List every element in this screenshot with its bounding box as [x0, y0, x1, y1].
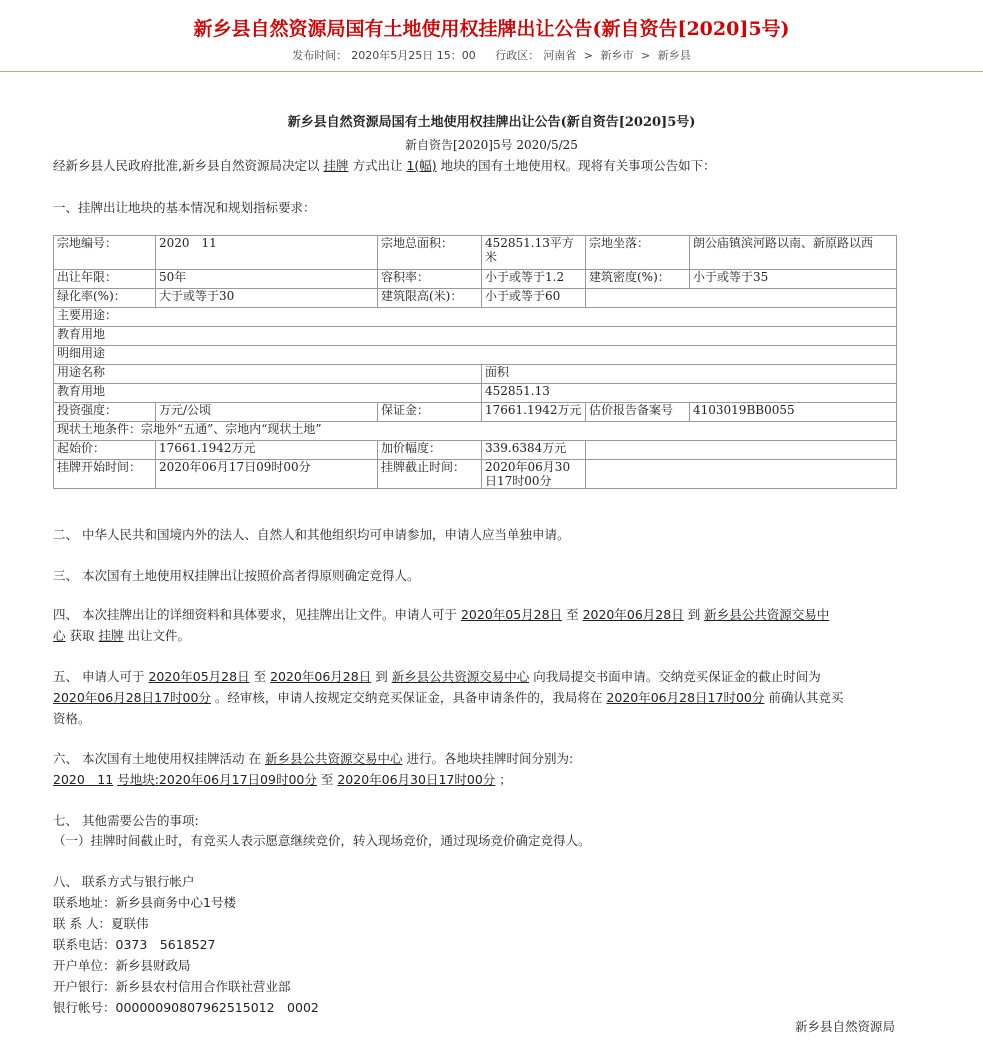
section-3: 三、 本次国有土地使用权挂牌出让按照价高者得原则确定竞得人。 [53, 568, 420, 583]
issuer-signature: 新乡县自然资源局 [794, 1019, 895, 1034]
breadcrumb-separator: > [583, 49, 593, 62]
section-5-line-2: 2020年06月28日17时00分 。经审核，申请人按规定交纳竞买保证金，具备申请条件的，我局将在 2020年06月28日17时00分 前确认其竞买 [53, 690, 844, 705]
contact-person: 联 系 人：夏联伟 [53, 916, 149, 931]
breadcrumb-separator: > [640, 49, 651, 62]
intro-paragraph: 经新乡县人民政府批准,新乡县自然资源局决定以 挂牌 方式出让 1(幅) 地块的国有土地使用权。现将有关事项公告如下： [53, 158, 716, 173]
land-parcel-table [53, 235, 897, 489]
bank-account: 银行帐号：00000090807962515012 0002 [53, 1000, 319, 1015]
document-number: 新自资告[2020]5号 2020/5/25 [405, 138, 578, 152]
section-7-heading: 七、 其他需要公告的事项: [53, 813, 199, 828]
publish-label: 发布时间： [292, 49, 348, 62]
publish-time: 2020年5月25日 15：00 [351, 49, 476, 62]
table-row: 教育用地 452851.13 [54, 384, 897, 403]
contact-address: 联系地址：新乡县商务中心1号楼 [53, 895, 236, 910]
region-county-link[interactable]: 新乡县 [657, 49, 691, 62]
region-city-link[interactable]: 新乡市 [600, 49, 634, 62]
contact-phone: 联系电话：0373 5618527 [53, 937, 216, 952]
table-row: 出让年限： 50年 容积率： 小于或等于1.2 建筑密度(%)： 小于或等于35 [54, 270, 897, 289]
section-7-item-1: （一）挂牌时间截止时，有竞买人表示愿意继续竞价，转入现场竞价，通过现场竞价确定竞得人。 [53, 833, 591, 848]
section-6-line-1: 六、 本次国有土地使用权挂牌活动 在 新乡县公共资源交易中心 进行。各地块挂牌时间分别为: [53, 751, 574, 766]
bank-name: 开户银行：新乡县农村信用合作联社营业部 [53, 979, 291, 994]
section-4-line-1: 四、 本次挂牌出让的详细资料和具体要求，见挂牌出让文件。申请人可于 2020年05月28日 至 2020年06月28日 到 新乡县公共资源交易中 [53, 607, 830, 622]
table-row: 投资强度： 万元/公顷 保证金： 17661.1942万元 估价报告备案号 4103019BB0055 [54, 403, 897, 422]
table-row: 绿化率(%)： 大于或等于30 建筑限高(米)： 小于或等于60 [54, 289, 897, 308]
section-5-line-1: 五、 申请人可于 2020年05月28日 至 2020年06月28日 到 新乡县公共资源交易中心 向我局提交书面申请。交纳竞买保证金的截止时间为 [53, 669, 821, 684]
document-title: 新乡县自然资源局国有土地使用权挂牌出让公告(新自资告[2020]5号) [287, 115, 696, 130]
section-5-line-3: 资格。 [53, 711, 91, 726]
region-province-link[interactable]: 河南省 [543, 49, 577, 62]
section-1-heading: 一、挂牌出让地块的基本情况和规划指标要求： [53, 200, 316, 215]
table-row: 主要用途： [54, 308, 897, 327]
header-divider [0, 71, 983, 72]
table-row: 教育用地 [54, 327, 897, 346]
section-4-line-2: 心 获取 挂牌 出让文件。 [53, 628, 191, 643]
table-row: 宗地编号： 2020 11 宗地总面积： 452851.13平方米 宗地坐落： 朗公庙镇滨河路以南、新原路以西 [54, 236, 897, 270]
bank-unit: 开户单位：新乡县财政局 [53, 958, 191, 973]
table-row: 现状土地条件：宗地外“五通”、宗地内“现状土地” [54, 422, 897, 441]
section-8-heading: 八、 联系方式与银行帐户 [53, 874, 195, 889]
section-2: 二、 中华人民共和国境内外的法人、自然人和其他组织均可申请参加，申请人应当单独申请。 [53, 527, 570, 542]
section-6-line-2: 2020 11 号地块:2020年06月17日09时00分 至 2020年06月30日17时00分 ； [53, 772, 512, 787]
table-row: 挂牌开始时间： 2020年06月17日09时00分 挂牌截止时间： 2020年06月30日17时00分 [54, 460, 897, 489]
page-title: 新乡县自然资源局国有土地使用权挂牌出让公告(新自资告[2020]5号) [193, 18, 790, 40]
table-row: 起始价： 17661.1942万元 加价幅度： 339.6384万元 [54, 441, 897, 460]
publish-meta [0, 47, 983, 63]
table-row: 明细用途 [54, 346, 897, 365]
table-row: 用途名称 面积 [54, 365, 897, 384]
region-label: 行政区： [495, 49, 540, 62]
